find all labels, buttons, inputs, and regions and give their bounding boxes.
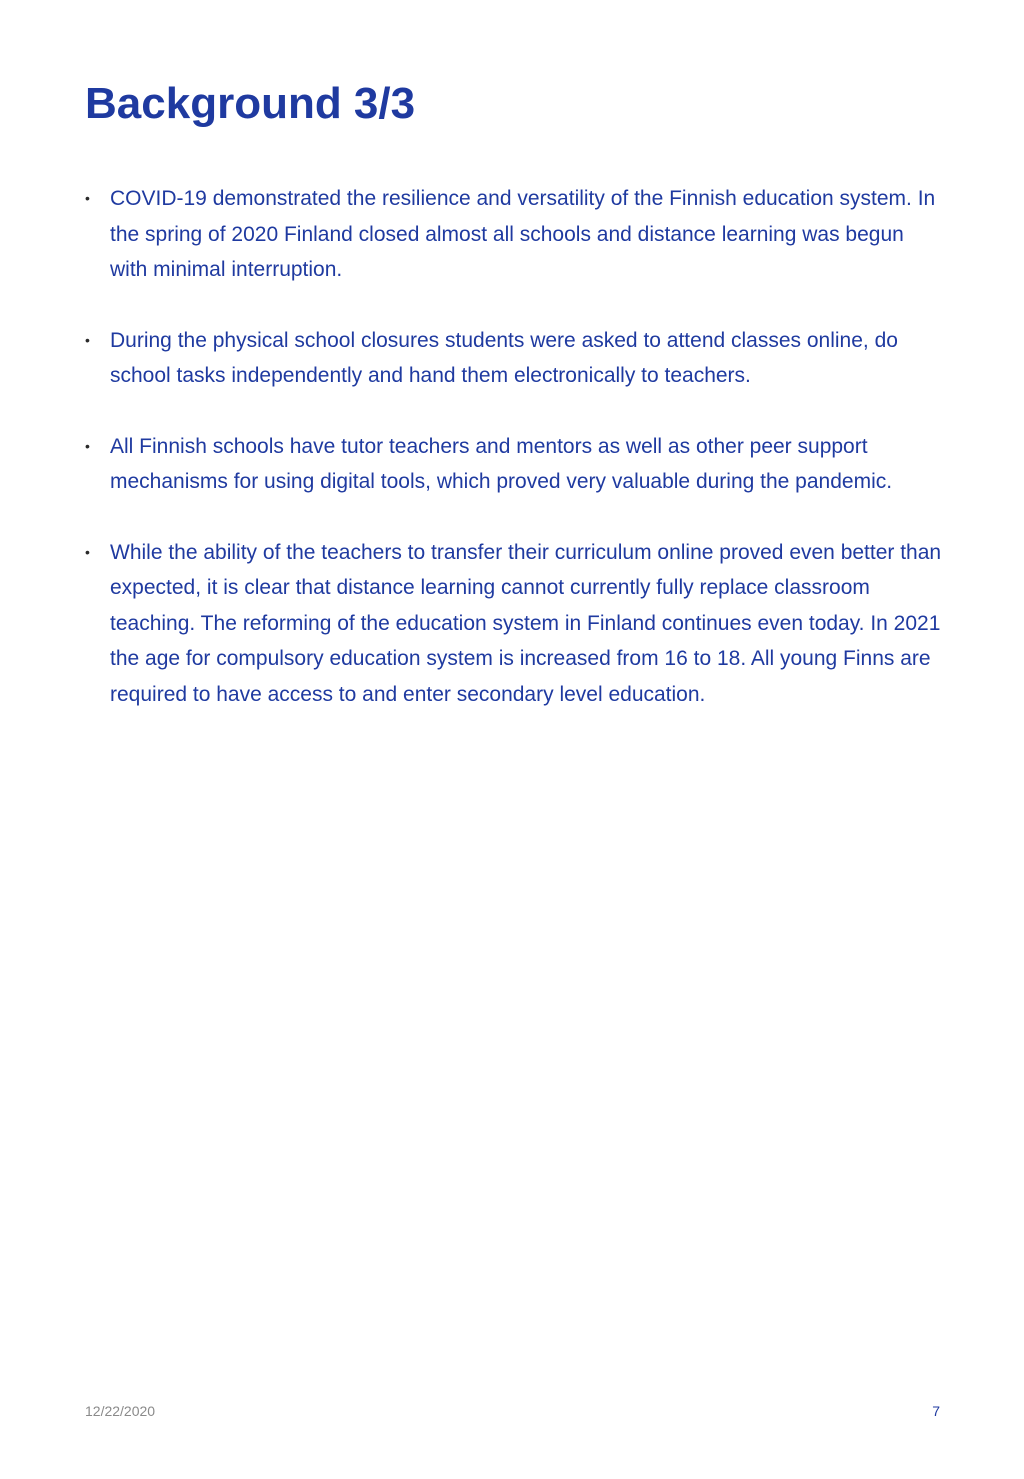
bullet-text: While the ability of the teachers to transfer their curriculum online proved even better than expected, it is clear that distance learning cannot currently fully replace classroom teaching. The reforming of the education system in Finland continues even today. In 2021 the age for compulsory education system is increased from 16 to 18. All young Finns are required to have access to and enter secondary level education. xyxy=(110,540,942,706)
page-title: Background 3/3 xyxy=(85,79,416,128)
page-number: 7 xyxy=(932,1403,940,1419)
bullet-marker: • xyxy=(85,190,90,206)
bullet-text: COVID-19 demonstrated the resilience and versatility of the Finnish education system. In the spring of 2020 Finland closed almost all schools and distance learning was begun with minimal interruption. xyxy=(110,187,936,281)
bullet-text: During the physical school closures students were asked to attend classes online, do school tasks independently and hand them electronically to teachers. xyxy=(110,328,898,387)
bullet-marker: • xyxy=(85,331,90,348)
bullet-marker: • xyxy=(85,437,90,454)
bullet-marker: • xyxy=(85,543,90,560)
bullet-list xyxy=(85,181,945,747)
bullet-text: All Finnish schools have tutor teachers and mentors as well as other peer support mechanisms for using digital tools, which proved very valuable during the pandemic. xyxy=(110,434,893,493)
bullet-item xyxy=(85,323,945,394)
bullet-item xyxy=(85,535,945,713)
bullet-item xyxy=(85,429,945,500)
footer-date: 12/22/2020 xyxy=(85,1403,156,1419)
bullet-item xyxy=(85,181,945,288)
